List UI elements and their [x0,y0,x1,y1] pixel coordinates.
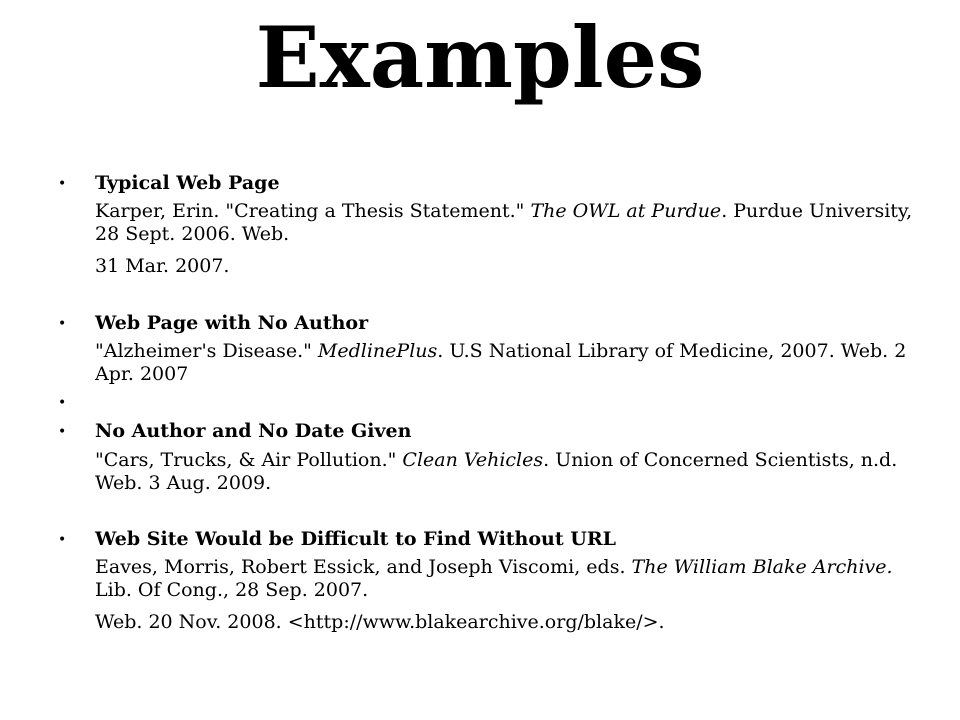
entry-2-citation-post: . U.S National Library of Medicine, 2007. Web. 2 Apr. 2007 [95,340,907,385]
bullet-4: • [58,532,67,548]
entry-1-citation-extra: 31 Mar. 2007. [95,255,230,277]
bullet-1: • [58,176,67,192]
entry-2-citation [95,340,915,386]
entry-4-citation-pre: Eaves, Morris, Robert Essick, and Joseph Viscomi, eds. [95,556,632,578]
bullet-2: • [58,316,67,332]
bullet-empty: • [58,395,67,411]
entry-3-citation-post: . Union of Concerned Scientists, n.d. Web. 3 Aug. 2009. [95,449,898,494]
entry-3-citation-pre: "Cars, Trucks, & Air Pollution." [95,449,403,471]
entry-1-citation-post: . Purdue University, 28 Sept. 2006. Web. [95,200,913,245]
entry-3-heading: No Author and No Date Given [95,420,412,442]
entry-1-citation-title: The OWL at Purdue [530,200,722,222]
entry-3-citation [95,449,915,495]
entry-2-heading: Web Page with No Author [95,312,369,334]
entry-4-citation-title: The William Blake Archive. [631,556,893,578]
entry-1-citation-pre: Karper, Erin. "Creating a Thesis Statement." [95,200,531,222]
bullet-3: • [58,424,67,440]
entry-4-citation-extra: Web. 20 Nov. 2008. <http://www.blakearchive.org/blake/>. [95,611,665,633]
entry-1-heading: Typical Web Page [95,172,280,194]
entry-2-citation-title: MedlinePlus [317,340,438,362]
page-title: Examples [255,8,705,107]
entry-1-citation [95,200,915,246]
entry-4-heading: Web Site Would be Difficult to Find Without URL [95,528,616,550]
entry-4-citation-post: Lib. Of Cong., 28 Sep. 2007. [95,579,369,601]
entry-2-citation-pre: "Alzheimer's Disease." [95,340,318,362]
entry-3-citation-title: Clean Vehicles [402,449,544,471]
entry-4-citation [95,556,915,602]
